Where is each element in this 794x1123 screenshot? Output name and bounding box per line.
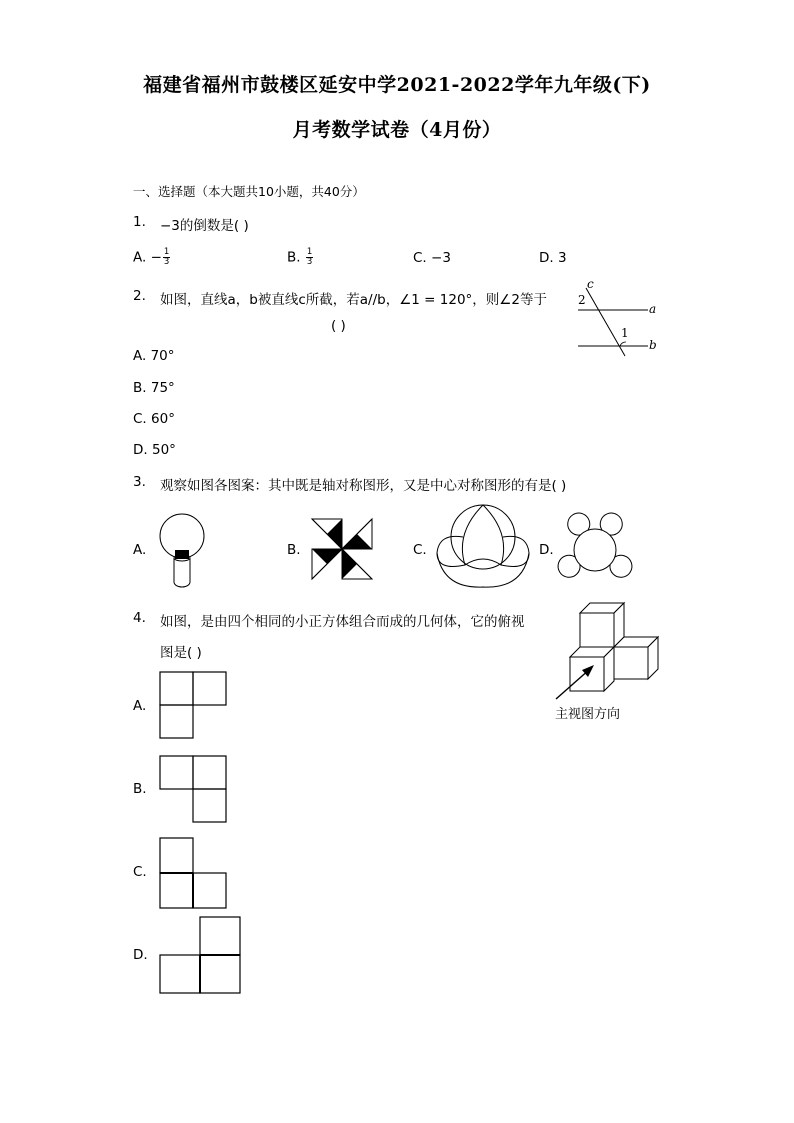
fraction-numerator: 1 bbox=[306, 247, 313, 257]
q1-option-b bbox=[287, 248, 314, 267]
option-sign: − bbox=[150, 249, 162, 266]
question-number: 1. bbox=[133, 214, 146, 230]
top-view-option-a bbox=[159, 671, 227, 739]
question-number: 3. bbox=[133, 474, 146, 490]
option-text: 70° bbox=[150, 348, 175, 364]
ping-pong-paddle-icon bbox=[158, 512, 208, 588]
option-letter: B. bbox=[133, 380, 147, 396]
fraction-denominator: 3 bbox=[163, 257, 170, 267]
q2-option-a bbox=[133, 348, 175, 364]
line-b-label: b bbox=[649, 338, 657, 352]
option-letter: C. bbox=[133, 411, 147, 427]
option-letter: B. bbox=[133, 781, 147, 797]
angle-1-label: 1 bbox=[621, 326, 629, 340]
three-circle-arcs-icon bbox=[433, 503, 533, 591]
q2-option-c bbox=[133, 411, 175, 427]
exam-title-line2: 月考数学试卷（4月份） bbox=[292, 119, 502, 141]
q2-option-d bbox=[133, 442, 176, 458]
option-letter: A. bbox=[133, 249, 147, 266]
top-view-option-c bbox=[159, 837, 227, 909]
option-text: 60° bbox=[151, 411, 175, 427]
question-4-stem-line2: 图是( ) bbox=[160, 645, 202, 661]
option-letter: D. bbox=[539, 542, 554, 558]
q2-option-b bbox=[133, 380, 175, 396]
angle-2-label: 2 bbox=[578, 293, 586, 307]
fraction-denominator: 3 bbox=[306, 257, 313, 267]
option-text: −3 bbox=[431, 250, 451, 266]
parallel-lines-figure bbox=[570, 278, 670, 358]
section-heading: 一、选择题（本大题共10小题，共40分） bbox=[133, 184, 365, 199]
cube-stack-figure bbox=[548, 603, 663, 703]
four-petal-flower-icon bbox=[562, 517, 628, 583]
option-letter: B. bbox=[287, 249, 301, 266]
fraction bbox=[163, 248, 170, 267]
option-letter: B. bbox=[287, 542, 301, 558]
line-c-label: c bbox=[587, 277, 594, 291]
option-letter: A. bbox=[133, 542, 147, 558]
q1-option-d bbox=[539, 250, 567, 266]
top-view-option-b bbox=[159, 755, 227, 823]
question-4-stem-line1: 如图，是由四个相同的小正方体组合而成的几何体，它的俯视 bbox=[160, 614, 525, 630]
option-text: 75° bbox=[150, 380, 175, 396]
question-1-stem: −3的倒数是( ) bbox=[160, 218, 249, 234]
question-number: 4. bbox=[133, 610, 146, 626]
q1-option-a bbox=[133, 248, 171, 267]
option-letter: A. bbox=[133, 348, 147, 364]
option-letter: D. bbox=[133, 947, 148, 963]
q1-option-c bbox=[413, 250, 451, 266]
question-3-stem: 观察如图各图案：其中既是轴对称图形，又是中心对称图形的有是( ) bbox=[160, 478, 567, 494]
option-letter: D. bbox=[133, 442, 148, 458]
exam-title-line1: 福建省福州市鼓楼区延安中学2021-2022学年九年级(下) bbox=[143, 74, 651, 96]
option-letter: D. bbox=[539, 250, 554, 266]
top-view-option-d bbox=[159, 916, 243, 994]
option-text: 50° bbox=[151, 442, 176, 458]
question-number: 2. bbox=[133, 288, 146, 304]
option-letter: A. bbox=[133, 698, 147, 714]
option-letter: C. bbox=[413, 542, 427, 558]
figure-caption: 主视图方向 bbox=[555, 707, 621, 722]
question-2-stem: 如图，直线a，b被直线c所截，若a//b，∠1 = 120°，则∠2等于 bbox=[160, 292, 547, 308]
line-a-label: a bbox=[649, 302, 657, 316]
answer-blank: ( ) bbox=[331, 318, 346, 334]
fraction bbox=[306, 248, 313, 267]
option-letter: C. bbox=[413, 250, 427, 266]
option-text: 3 bbox=[557, 250, 567, 266]
fraction-numerator: 1 bbox=[163, 247, 170, 257]
option-letter: C. bbox=[133, 864, 147, 880]
pinwheel-icon bbox=[312, 519, 372, 579]
